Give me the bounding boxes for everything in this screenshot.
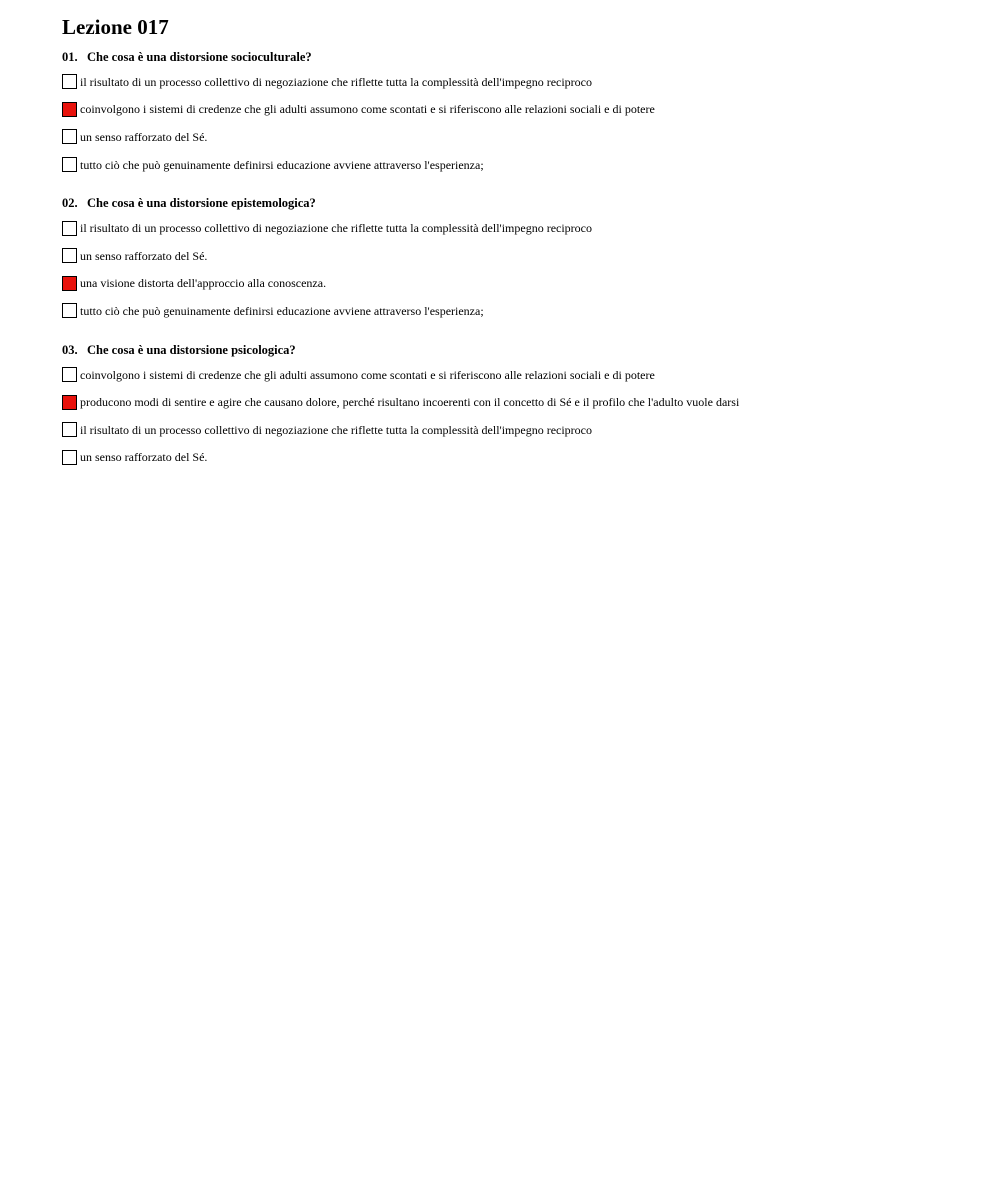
option-text: producono modi di sentire e agire che causano dolore, perché risultano incoerenti con il concetto di Sé e il profilo che l'adulto vuole darsi [80, 395, 740, 410]
option-text: tutto ciò che può genuinamente definirsi educazione avviene attraverso l'esperienza; [80, 157, 484, 172]
answer-option[interactable] [62, 444, 962, 472]
question-heading [62, 49, 962, 65]
answer-option[interactable] [62, 416, 962, 444]
question-02 [62, 195, 962, 324]
option-text: coinvolgono i sistemi di credenze che gli adulti assumono come scontati e si riferiscono alle relazioni sociali e di potere [80, 367, 655, 382]
answer-option[interactable] [62, 388, 962, 416]
checkbox-icon[interactable] [62, 157, 77, 172]
answer-option[interactable] [62, 361, 962, 389]
question-text: Che cosa è una distorsione socioculturale? [87, 50, 312, 64]
checkbox-icon[interactable] [62, 303, 77, 318]
option-text: tutto ciò che può genuinamente definirsi educazione avviene attraverso l'esperienza; [80, 303, 484, 318]
checkbox-icon[interactable] [62, 450, 77, 465]
question-number: 03. [62, 342, 78, 357]
option-text: il risultato di un processo collettivo di negoziazione che riflette tutta la complessità dell'impegno reciproco [80, 74, 593, 89]
answer-option[interactable] [62, 297, 962, 325]
answer-option[interactable] [62, 270, 962, 298]
answer-option[interactable] [62, 123, 962, 151]
quiz-page [62, 14, 962, 488]
option-text: un senso rafforzato del Sé. [80, 129, 208, 144]
question-number: 01. [62, 50, 78, 64]
question-03 [62, 342, 962, 471]
option-text: una visione distorta dell'approccio alla conoscenza. [80, 276, 327, 291]
checkbox-icon[interactable] [62, 221, 77, 236]
answer-option[interactable] [62, 242, 962, 270]
checkbox-icon[interactable] [62, 248, 77, 263]
checkbox-icon[interactable] [62, 395, 77, 410]
lesson-title: Lezione 017 [62, 15, 169, 39]
question-01 [62, 49, 962, 178]
option-text: coinvolgono i sistemi di credenze che gli adulti assumono come scontati e si riferiscono alle relazioni sociali e di potere [80, 102, 655, 117]
question-heading [62, 195, 962, 211]
checkbox-icon[interactable] [62, 276, 77, 291]
checkbox-icon[interactable] [62, 102, 77, 117]
option-text: il risultato di un processo collettivo di negoziazione che riflette tutta la complessità dell'impegno reciproco [80, 422, 593, 437]
answer-option[interactable] [62, 214, 962, 242]
question-heading [62, 342, 962, 358]
question-text: Che cosa è una distorsione epistemologica? [87, 196, 316, 211]
answer-option[interactable] [62, 68, 962, 96]
question-number: 02. [62, 196, 78, 211]
checkbox-icon[interactable] [62, 74, 77, 89]
checkbox-icon[interactable] [62, 367, 77, 382]
option-text: il risultato di un processo collettivo di negoziazione che riflette tutta la complessità dell'impegno reciproco [80, 221, 593, 236]
checkbox-icon[interactable] [62, 129, 77, 144]
checkbox-icon[interactable] [62, 422, 77, 437]
option-text: un senso rafforzato del Sé. [80, 248, 208, 263]
answer-option[interactable] [62, 151, 962, 179]
answer-option[interactable] [62, 96, 962, 124]
option-text: un senso rafforzato del Sé. [80, 450, 208, 465]
question-text: Che cosa è una distorsione psicologica? [87, 342, 296, 357]
